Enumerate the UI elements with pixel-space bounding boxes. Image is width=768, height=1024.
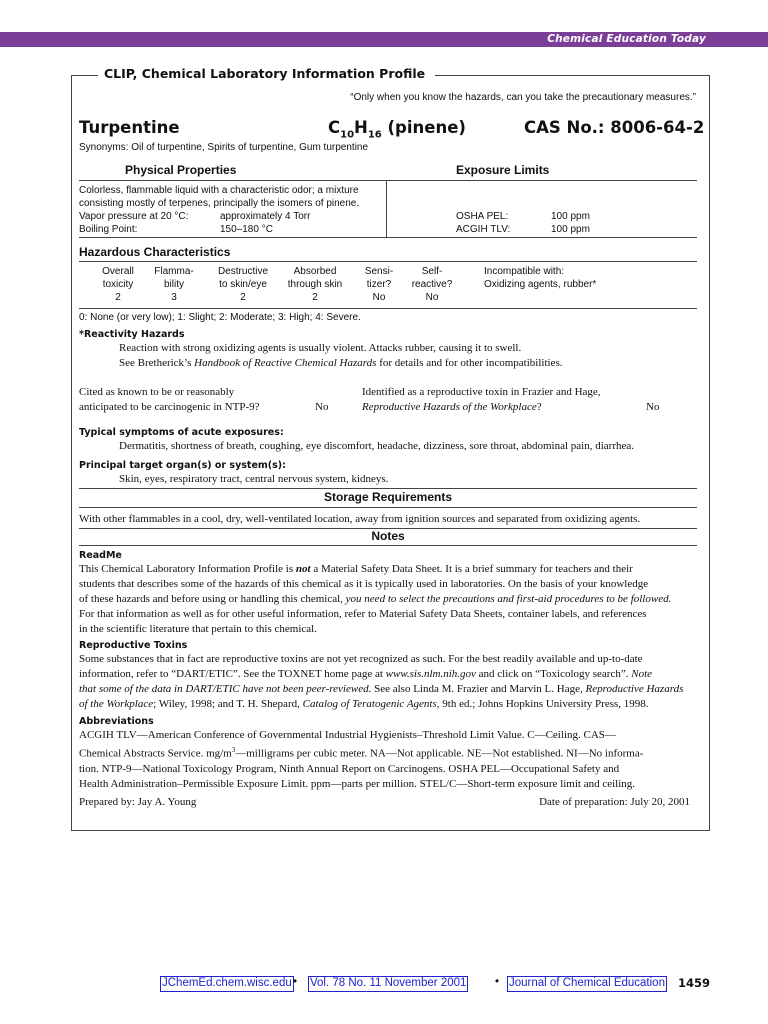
hazard-absorbed: Absorbed through skin 2 xyxy=(287,266,343,303)
hazard-destructive: Destructive to skin/eye 2 xyxy=(217,266,268,303)
vapor-pressure-value: approximately 4 Torr xyxy=(220,211,311,222)
hazard-scale: 0: None (or very low); 1: Slight; 2: Moderate; 3: High; 4: Severe. xyxy=(79,312,361,323)
notes-heading: Notes xyxy=(371,529,405,543)
reproductive-toxins-text: Some substances that in fact are reproductive toxins are not yet recognized as such. For the best readily available and up-to-date information, refer to “DART/ETIC”. See the TOXNET home page at www.sis.nlm.nih.gov and click on “Toxicology search”. Note that some of the data in DART/ETIC have not been peer-reviewed. See also Linda M. Frazier and Marvin L. Hage, Reproductive Hazards of the Workplace; Wiley, 1998; and T. H. Shepard, Catalog of Teratogenic Agents, 9th ed.; Johns Hopkins University Press, 1998. xyxy=(79,653,684,710)
divider xyxy=(79,545,697,546)
chemical-name: Turpentine xyxy=(79,118,180,137)
issue-link[interactable]: Vol. 78 No. 11 November 2001 xyxy=(308,976,468,992)
readme-heading: ReadMe xyxy=(79,550,122,561)
clip-title: CLIP, Chemical Laboratory Information Profile xyxy=(98,66,435,81)
hazard-sensitizer: Sensi- tizer? No xyxy=(364,266,394,303)
footer-bullet: • xyxy=(293,976,298,988)
osha-pel-value: 100 ppm xyxy=(551,211,590,222)
divider xyxy=(79,507,697,508)
hazard-incompatible: Incompatible with: Oxidizing agents, rubber* xyxy=(484,266,597,290)
quote: “Only when you know the hazards, can you take the precautionary measures.” xyxy=(350,92,696,103)
boiling-point-value: 150–180 °C xyxy=(220,224,273,235)
website-link[interactable]: JChemEd.chem.wisc.edu xyxy=(160,976,294,992)
section-header-bar xyxy=(0,32,768,47)
readme-text: This Chemical Laboratory Information Profile is not a Material Safety Data Sheet. It is a brief summary for teachers and their students that describes some of the hazards of this chemical as it is typically used in laboratories. On the basis of your knowledge of these hazards and before using or handling this chemical, you need to select the precautions and first-aid procedures to be followed. For that information as well as for other useful information, refer to Material Safety Data Sheets, container labels, and references in the scientific literature that pertain to this chemical. xyxy=(79,563,672,635)
page-number: 1459 xyxy=(678,976,711,990)
prepared-by: Prepared by: Jay A. Young xyxy=(79,796,197,808)
osha-pel-label: OSHA PEL: xyxy=(456,211,509,222)
symptoms-text: Dermatitis, shortness of breath, coughing, eye discomfort, headache, dizziness, sore throat, abdominal pain, diarrhea. xyxy=(119,440,635,452)
chemical-formula: $C_{10}H_{16}$ (pinene) xyxy=(328,118,466,141)
hazard-self-reactive: Self- reactive? No xyxy=(411,266,453,303)
hazard-overall-toxicity: Overall toxicity 2 xyxy=(102,266,134,303)
divider xyxy=(79,261,697,262)
synonyms: Synonyms: Oil of turpentine, Spirits of turpentine, Gum turpentine xyxy=(79,142,369,153)
reproductive-toxins-heading: Reproductive Toxins xyxy=(79,640,188,651)
divider xyxy=(79,488,697,489)
physical-properties-heading: Physical Properties xyxy=(125,163,237,177)
divider xyxy=(79,180,697,181)
storage-heading: Storage Requirements xyxy=(323,490,453,504)
target-organs-heading: Principal target organ(s) or system(s): xyxy=(79,460,286,471)
reproductive-question: Identified as a reproductive toxin in Frazier and Hage, Reproductive Hazards of the Workplace? xyxy=(362,386,601,413)
hazard-heading: Hazardous Characteristics xyxy=(79,245,231,259)
divider xyxy=(79,308,697,309)
boiling-point-label: Boiling Point: xyxy=(79,224,138,235)
abbreviations-heading: Abbreviations xyxy=(79,716,154,727)
reactivity-heading: *Reactivity Hazards xyxy=(79,329,185,340)
divider xyxy=(79,237,697,238)
journal-link[interactable]: Journal of Chemical Education xyxy=(507,976,667,992)
carcinogen-answer: No xyxy=(315,401,329,413)
vapor-pressure-label: Vapor pressure at 20 °C: xyxy=(79,211,189,222)
reactivity-text: Reaction with strong oxidizing agents is usually violent. Attacks rubber, causing it to swell. xyxy=(119,342,522,354)
target-organs-text: Skin, eyes, respiratory tract, central nervous system, kidneys. xyxy=(119,473,389,485)
exposure-limits-heading: Exposure Limits xyxy=(456,163,550,177)
acgih-tlv-label: ACGIH TLV: xyxy=(456,224,511,235)
carcinogen-question: Cited as known to be or reasonably anticipated to be carcinogenic in NTP-9? xyxy=(79,386,260,413)
abbreviations-text: ACGIH TLV—American Conference of Governmental Industrial Hygienists–Threshold Limit Value. C—Ceiling. CAS— Chemical Abstracts Service. $mg/m^3—milligrams$ per cubic meter. NA—Not applicable. NE—Not established. NI—No informa- tion. NTP-9—National Toxicology Program, Ninth Annual Report on Carcinogens. OSHA PEL—Occupational Safety and Health Administration–Permissible Exposure Limit. ppm—parts per million. STEL/C—Short-term exposure limit and ceiling. xyxy=(79,729,644,790)
cas-number: CAS No.: 8006-64-2 xyxy=(524,118,705,137)
reactivity-reference: See Bretherick’s Handbook of Reactive Chemical Hazards for details and for other incompatibilities. xyxy=(119,357,563,369)
hazard-flammability: Flamma- bility 3 xyxy=(154,266,194,303)
storage-text: With other flammables in a cool, dry, well-ventilated location, away from ignition sources and separated from oxidizing agents. xyxy=(79,513,641,525)
physical-description: Colorless, flammable liquid with a characteristic odor; a mixture consisting mostly of terpenes, principally the isomers of pinene. xyxy=(79,185,360,209)
divider xyxy=(386,180,387,237)
date-of-preparation: Date of preparation: July 20, 2001 xyxy=(539,796,690,808)
symptoms-heading: Typical symptoms of acute exposures: xyxy=(79,427,284,438)
section-title: Chemical Education Today xyxy=(547,33,706,45)
reproductive-answer: No xyxy=(646,401,660,413)
acgih-tlv-value: 100 ppm xyxy=(551,224,590,235)
footer-bullet: • xyxy=(495,976,500,988)
